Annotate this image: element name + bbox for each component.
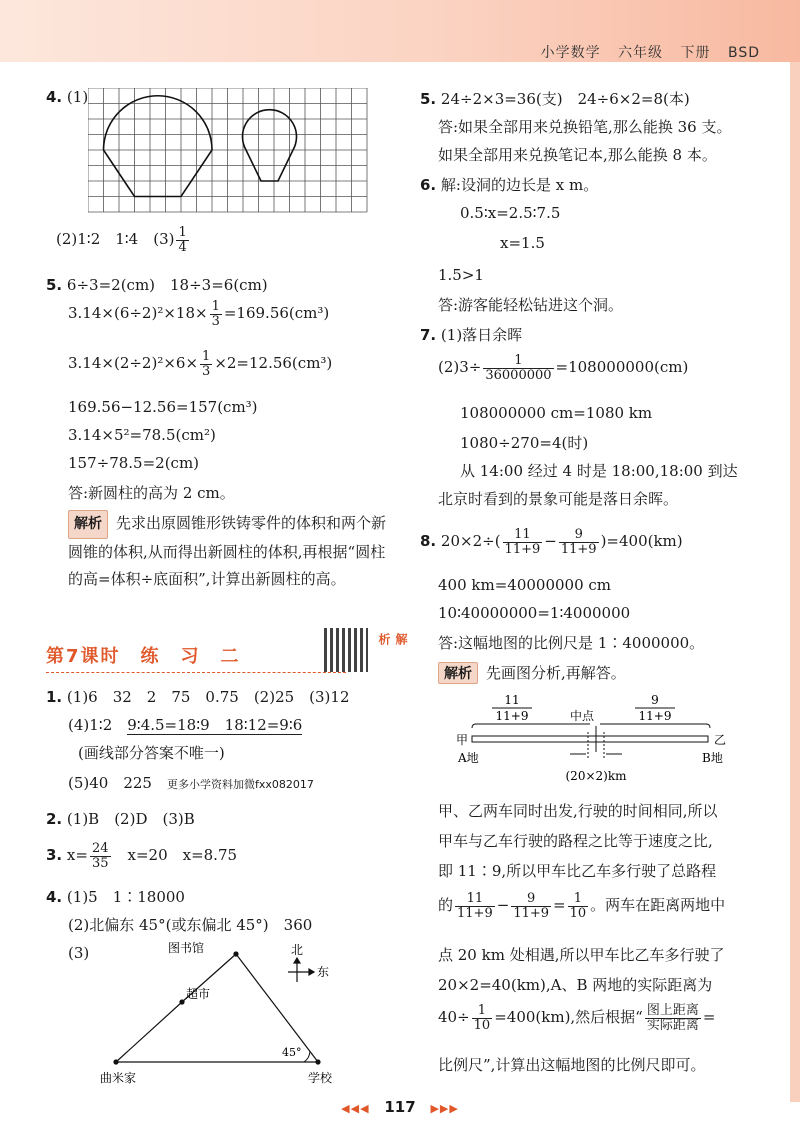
grid-figure bbox=[88, 88, 378, 218]
r-q7-line5: 从 14:00 经过 4 时是 18:00,18:00 到达 bbox=[460, 462, 738, 480]
q5-line4: 169.56−12.56=157(cm³) bbox=[68, 398, 258, 416]
r-q5-line2: 答:如果全部用来兑换铅笔,那么能换 36 支。 bbox=[438, 118, 732, 136]
p1-line4: (5)40 225 更多小学资料加微fxx082017 bbox=[68, 774, 314, 792]
r-q7-line2: (2)3÷ $\frac{1}{36000000}$ =108000000(cm) bbox=[438, 353, 689, 383]
p4-line1: 4. (1)5 1∶18000 bbox=[46, 888, 185, 906]
map-qmj: 曲米家 bbox=[100, 1071, 137, 1085]
ex-line2: 甲车与乙车行驶的路程之比等于速度之比, bbox=[438, 832, 713, 850]
p1-line2: (4)1∶2 9∶4.5=18∶9 18∶12=9∶6 bbox=[68, 716, 303, 734]
header-subject: 小学数学 bbox=[540, 45, 601, 61]
p2-line: 2. (1)B (2)D (3)B bbox=[46, 810, 195, 828]
q4-part2: (2)1∶2 1∶4 (3) $\frac{1}{4}$ bbox=[56, 225, 187, 255]
svg-text:乙: 乙 bbox=[714, 733, 727, 747]
r-q8-line1: 8. 20×2÷( $\frac{11}{11+9}$ − $\frac{9}{11+9}$ )=400(km) bbox=[420, 527, 683, 557]
ex-line1: 甲、乙两车同时出发,行驶的时间相同,所以 bbox=[438, 802, 718, 820]
r-q6-line1: 6. 解:设洞的边长是 x m。 bbox=[420, 176, 599, 194]
svg-text:11+9: 11+9 bbox=[638, 709, 672, 723]
page-footer bbox=[0, 1098, 800, 1116]
r-q8-line2: 400 km=40000000 cm bbox=[438, 576, 612, 594]
q4-heading: 4. (1) bbox=[46, 88, 89, 106]
ex-line5: 点 20 km 处相遇,所以甲车比乙车多行驶了 bbox=[438, 946, 725, 964]
r-q7-line4: 1080÷270=4(时) bbox=[460, 434, 589, 452]
ex-line3: 即 11∶9,所以甲车比乙车多行驶了总路程 bbox=[438, 862, 717, 880]
p3-line: 3. x= $\frac{24}{35}$ x=20 x=8.75 bbox=[46, 841, 238, 871]
next-arrows-icon: ▶▶▶ bbox=[430, 1102, 459, 1115]
svg-text:9: 9 bbox=[651, 693, 659, 707]
map-library: 图书馆 bbox=[168, 941, 205, 955]
analysis-left: 解析 先求出原圆锥形铁铸零件的体积和两个新圆锥的体积,从而得出新圆柱的体积,再根据“圆柱的高=体积÷底面积”,计算出新圆柱的高。 bbox=[68, 510, 390, 593]
page-number: 117 bbox=[384, 1098, 416, 1116]
header-edition: BSD bbox=[727, 45, 760, 61]
ex-line8: 比例尺”,计算出这幅地图的比例尺即可。 bbox=[438, 1056, 706, 1074]
map-east: 东 bbox=[317, 965, 330, 979]
qr-code-icon[interactable] bbox=[324, 628, 368, 672]
map-school: 学校 bbox=[308, 1071, 333, 1085]
ex-line6: 20×2=40(km),A、B 两地的实际距离为 bbox=[438, 976, 713, 994]
q5-line7: 答:新圆柱的高为 2 cm。 bbox=[68, 484, 235, 502]
svg-text:B地: B地 bbox=[702, 751, 723, 765]
svg-text:A地: A地 bbox=[458, 751, 479, 765]
ex-line4: 的 $\frac{11}{11+9}$ − $\frac{9}{11+9}$ = $\frac{1}{10}$ 。两车在距离两地中 bbox=[438, 891, 726, 921]
p1-line3: (画线部分答案不唯一) bbox=[78, 744, 225, 762]
r-q7-line3: 108000000 cm=1080 km bbox=[460, 404, 653, 422]
distance-diagram bbox=[450, 692, 750, 788]
r-q6-line2: 0.5∶x=2.5∶7.5 bbox=[460, 204, 561, 222]
p1-line1: 1. (1)6 32 2 75 0.75 (2)25 (3)12 bbox=[46, 688, 350, 706]
q4-fraction: $\frac{1}{4}$ bbox=[178, 225, 187, 255]
r-q6-line4: 1.5>1 bbox=[438, 266, 484, 284]
r-q5-line1: 5. 24÷2×3=36(支) 24÷6×2=8(本) bbox=[420, 90, 690, 108]
p1-note: 更多小学资料加微fxx082017 bbox=[166, 778, 314, 791]
map-diagram bbox=[86, 940, 386, 1090]
prev-arrows-icon: ◀◀◀ bbox=[341, 1102, 370, 1115]
q5-line2: 3.14×(6÷2)²×18× $\frac{1}{3}$ =169.56(cm³) bbox=[68, 299, 330, 329]
map-north: 北 bbox=[291, 943, 304, 957]
r-q6-line3: x=1.5 bbox=[500, 234, 545, 252]
svg-text:甲: 甲 bbox=[456, 733, 469, 747]
r-q5-line3: 如果全部用来兑换笔记本,那么能换 8 本。 bbox=[438, 146, 717, 164]
page-header bbox=[529, 42, 760, 62]
qr-label: 解析 bbox=[377, 633, 408, 645]
header-grade: 六年级 bbox=[618, 45, 664, 61]
q5-line1: 5. 6÷3=2(cm) 18÷3=6(cm) bbox=[46, 276, 268, 294]
r-q8-line3: 10∶40000000=1∶4000000 bbox=[438, 604, 631, 622]
map-supermarket: 超市 bbox=[186, 987, 211, 1001]
section-title: 第7课时 练 习 二 bbox=[46, 646, 241, 667]
header-term: 下册 bbox=[680, 45, 711, 61]
p4-line2: (2)北偏东 45°(或东偏北 45°) 360 bbox=[68, 916, 313, 934]
svg-text:11: 11 bbox=[504, 693, 520, 707]
r-q7-line6: 北京时看到的景象可能是落日余晖。 bbox=[438, 490, 679, 508]
r-q7-line1: 7. (1)落日余晖 bbox=[420, 326, 523, 344]
section-divider bbox=[46, 672, 346, 673]
map-angle: 45° bbox=[282, 1046, 302, 1059]
r-q8-line4: 答:这幅地图的比例尺是 1∶4000000。 bbox=[438, 634, 705, 652]
p4-line3: (3) bbox=[68, 944, 90, 962]
svg-text:11+9: 11+9 bbox=[495, 709, 529, 723]
svg-text:(20×2)km: (20×2)km bbox=[565, 769, 627, 783]
r-analysis: 解析 先画图分析,再解答。 bbox=[438, 662, 626, 684]
page-edge-strip bbox=[790, 62, 800, 1102]
q5-line5: 3.14×5²=78.5(cm²) bbox=[68, 426, 216, 444]
r-q6-line5: 答:游客能轻松钻进这个洞。 bbox=[438, 296, 624, 314]
svg-text:中点: 中点 bbox=[569, 709, 595, 723]
q5-line6: 157÷78.5=2(cm) bbox=[68, 454, 200, 472]
analysis-tag: 解析 bbox=[68, 510, 108, 539]
ex-line7: 40÷ $\frac{1}{10}$ =400(km),然后根据“ $\frac{\text{图上距离}}{\text{实际距离}}$ = bbox=[438, 1003, 716, 1033]
q5-line3: 3.14×(2÷2)²×6× $\frac{1}{3}$ ×2=12.56(cm³) bbox=[68, 349, 333, 379]
